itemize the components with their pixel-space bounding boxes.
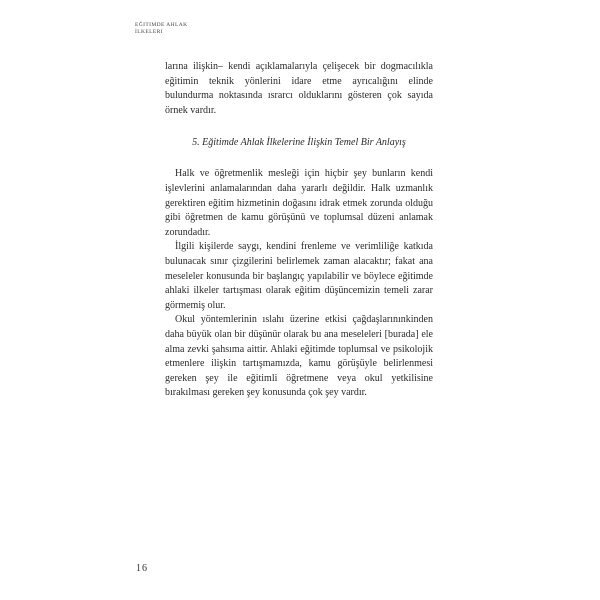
page-number: 16 [136, 563, 148, 574]
text-block [165, 60, 433, 401]
body-paragraph-2: İlgili kişilerde saygı, kendini frenleme ve verimliliğe katkıda bulunacak sınır çizgilerini belirlemek zaman alacaktır; fakat ana meseleler konusunda bir başlangıç yapılabilir ve böylece eğitimde ahlaki ilkeler tartışması olarak eğitim düşüncemizin temeli zarar görmemiş olur. [165, 241, 433, 311]
body-paragraph-3: Okul yöntemlerinin ıslahı üzerine etkisi çağdaşlarınınkinden daha büyük olan bir düşünür olarak bu ana meseleleri [burada] ele alma zevki şahsıma aittir. Ahlaki eğitimde toplumsal ve psikolojik etmenlere ilişkin tartışmamızda, kamu görüşüyle belirlenmesi gereken şey ile eğitimli öğretmene veya okul yetkilisine bırakılması gereken şey konusunda çok şey vardır. [165, 314, 433, 399]
running-head-line-2: İLKELERI [135, 29, 163, 35]
section-heading: 5. Eğitimde Ahlak İlkelerine İlişkin Temel Bir Anlayış [192, 137, 406, 149]
running-head [135, 22, 188, 36]
body-paragraph-1: Halk ve öğretmenlik mesleği için hiçbir şey bunların kendi işlevlerini anlamalarından daha yararlı değildir. Halk uzmanlık gerektiren eğitim hizmetinin doğasını idrak etmek zorunda olduğu gibi öğretmen de kamu görüşünü ve toplumsal düzeni anlamak zorundadır. [165, 168, 433, 238]
running-head-line-1: EĞITIMDE AHLAK [135, 22, 188, 28]
continuation-paragraph: larına ilişkin– kendi açıklamalarıyla çelişecek bir dogmacılıkla eğitimin teknik yönlerini idare etme ayrıcalığını elinde bulundurma noktasında ısrarcı olduklarını gösteren çok sayıda örnek vardır. [165, 61, 433, 116]
